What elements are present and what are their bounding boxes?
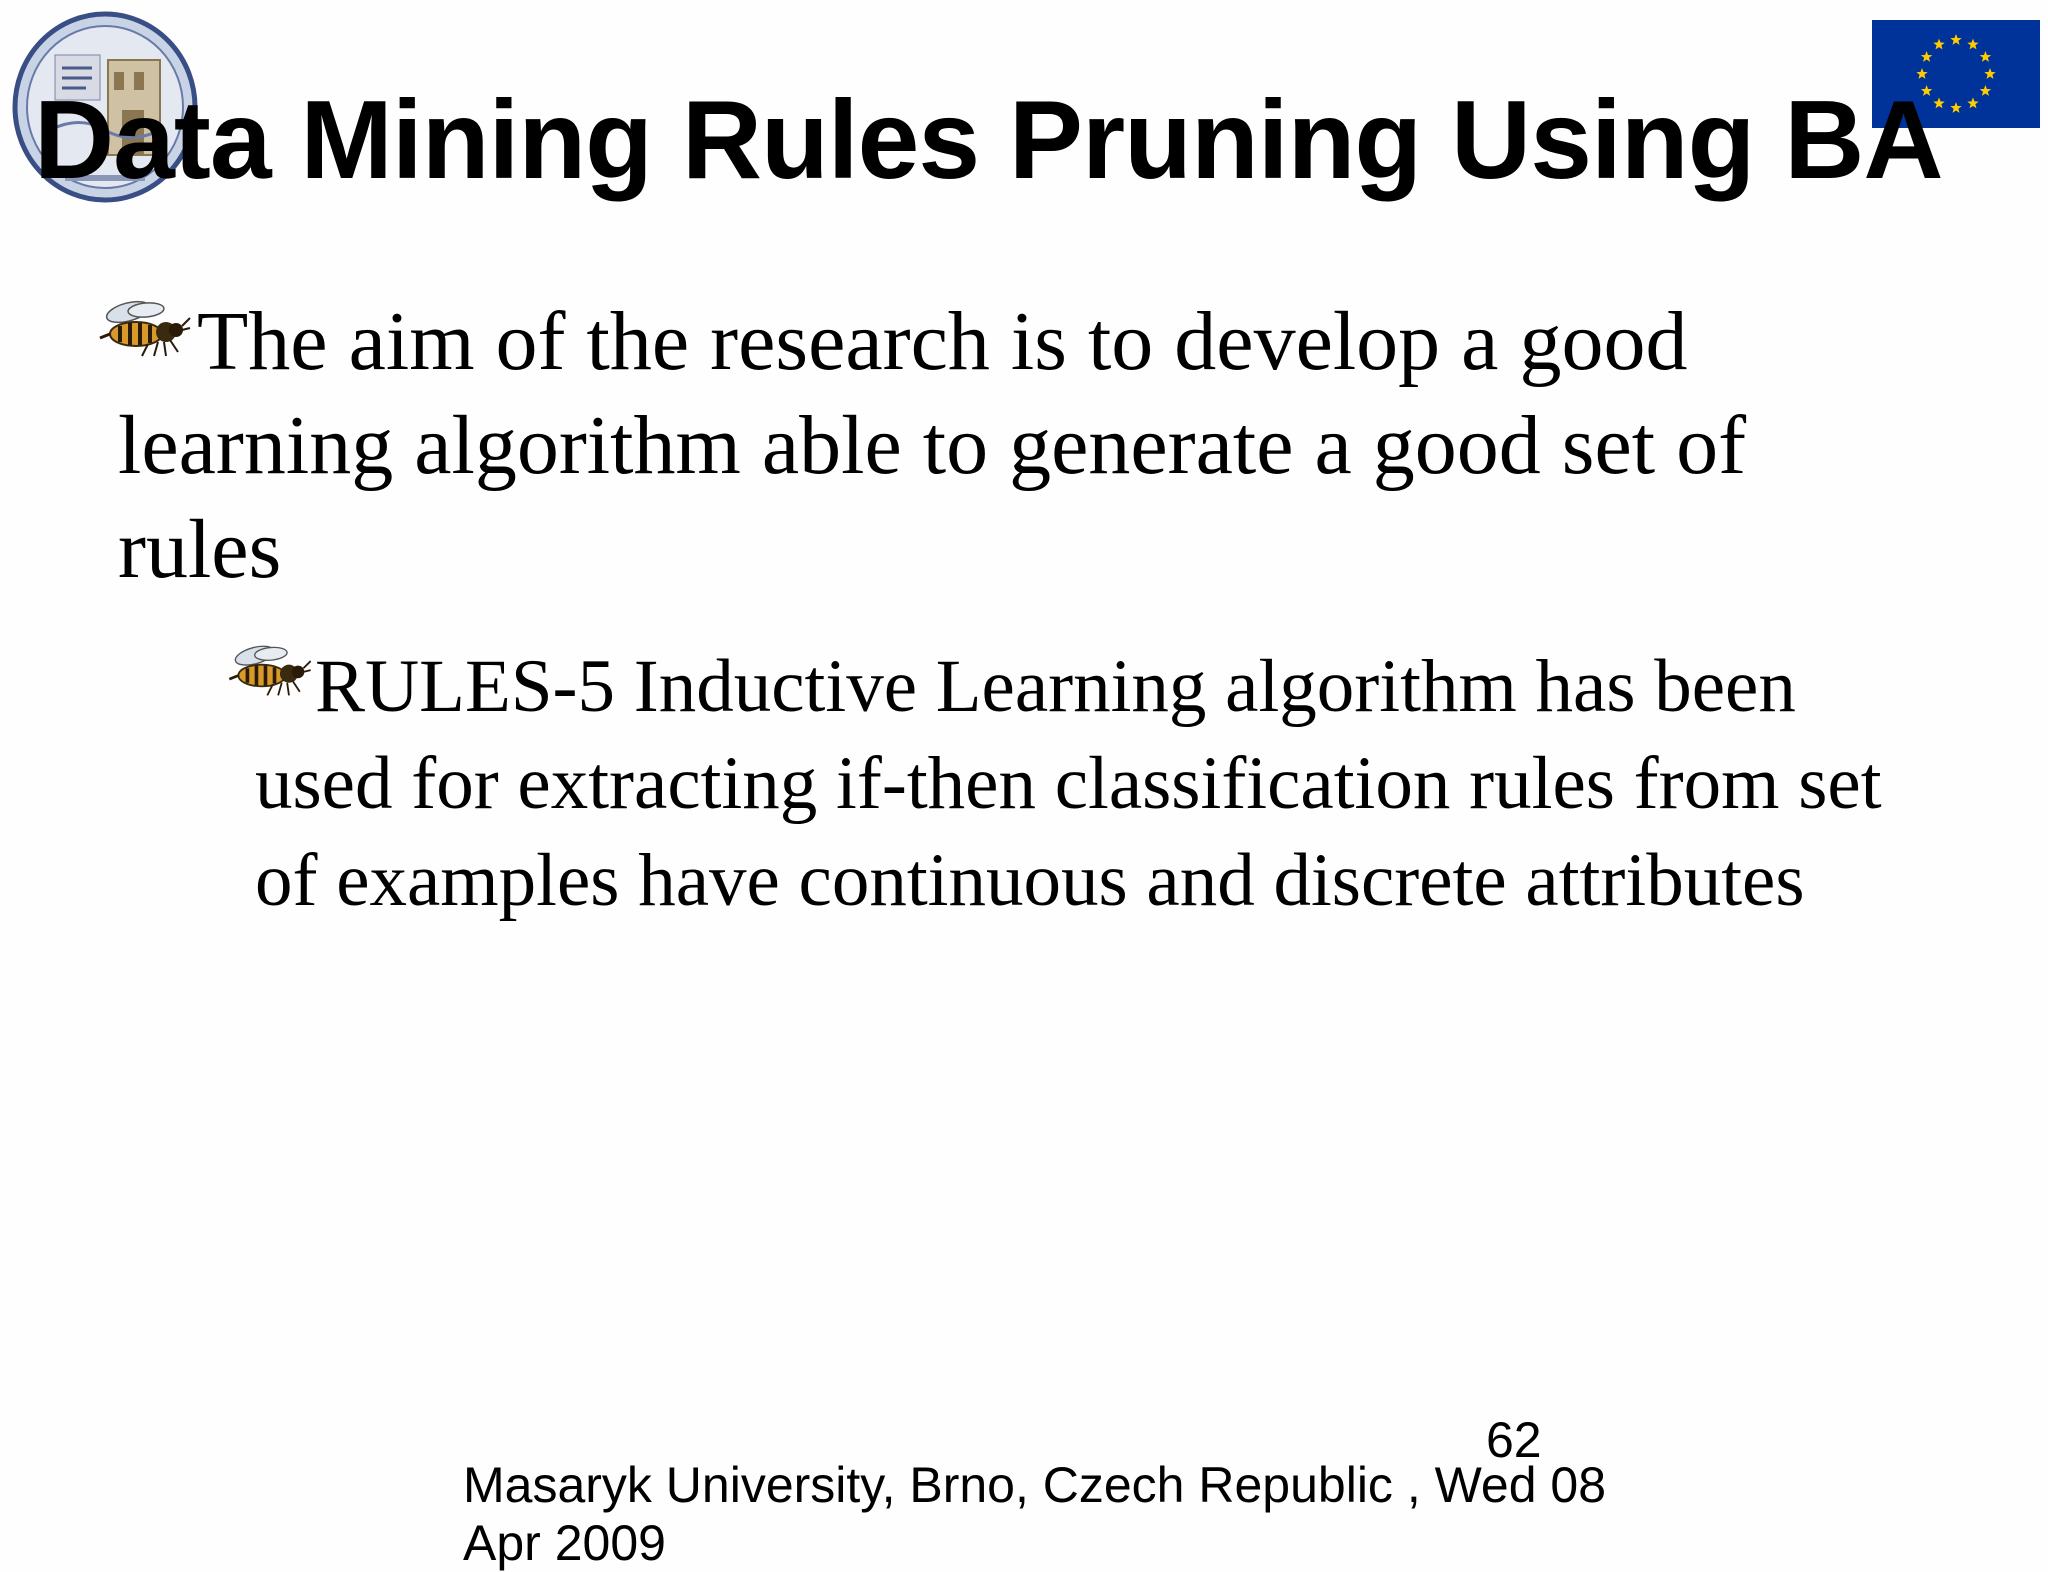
bullet-1-text: The aim of the research is to develop a good learning algorithm able to generate a good set of rules (118, 295, 1747, 596)
footer-text: Masaryk University, Brno, Czech Republic , Wed 08 Apr 2009 (463, 1457, 1607, 1571)
page-number: 62 (1486, 1412, 1542, 1468)
bullet-2-text: RULES-5 Inductive Learning algorithm has been used for extracting if-then classification rules from set of examples have continuous and discrete attributes (255, 645, 1882, 922)
slide-title: Data Mining Rules Pruning Using BA (34, 78, 1943, 202)
